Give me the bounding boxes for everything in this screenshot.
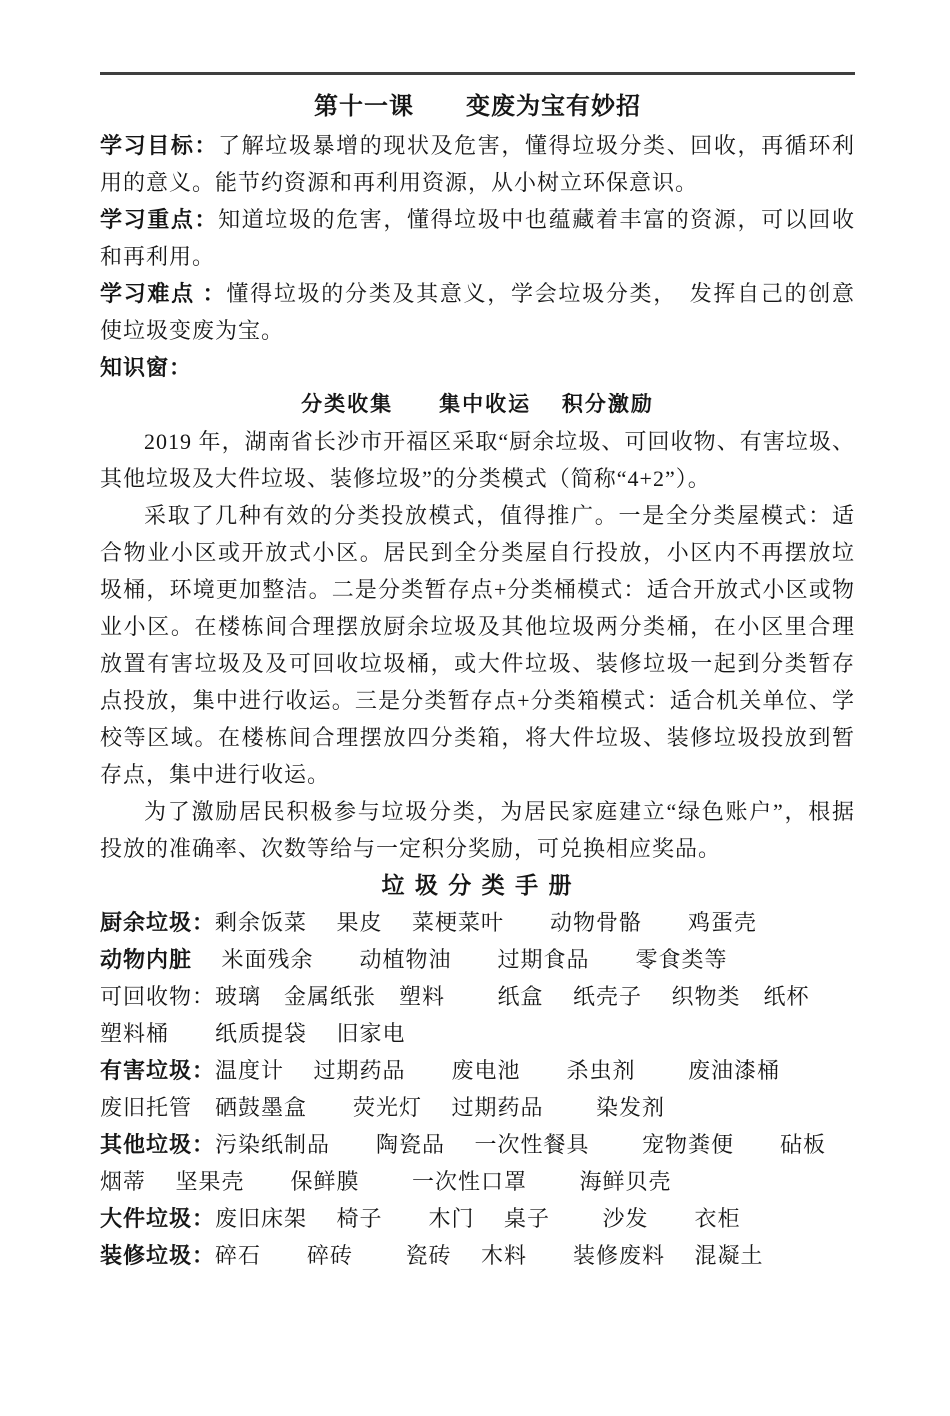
category-items: 废旧床架 椅子 木门 桌子 沙发 衣柜: [215, 1206, 741, 1231]
knowledge-paragraph-3: 为了激励居民积极参与垃圾分类，为居民家庭建立“绿色账户”，根据投放的准确率、次数等给与一定积分奖励，可兑换相应奖品。: [100, 799, 855, 861]
category-items: 废旧托管 硒鼓墨盒 荧光灯 过期药品 染发剂: [100, 1095, 666, 1120]
category-items: 污染纸制品 陶瓷品 一次性餐具 宠物粪便 砧板: [215, 1132, 827, 1157]
category-label: 厨余垃圾：: [100, 910, 216, 935]
manual-line-renovation-waste: [100, 1237, 855, 1274]
category-items: 塑料桶 纸质提袋 旧家电: [100, 1021, 406, 1046]
section-text: 懂得垃圾的分类及其意义，学会垃圾分类， 发挥自己的创意使垃圾变废为宝。: [100, 281, 855, 343]
lesson-number: 第十一课: [314, 93, 414, 120]
section-label: 知识窗：: [100, 355, 193, 380]
category-label: 有害垃圾：: [100, 1058, 216, 1083]
category-items: 米面残余 动植物油 过期食品 零食类等: [192, 947, 728, 972]
section-text: 了解垃圾暴增的现状及危害，懂得垃圾分类、回收，再循环利用的意义。能节约资源和再利用资源，从小树立环保意识。: [100, 133, 855, 195]
category-label: 其他垃圾：: [100, 1132, 216, 1157]
section-label: 学习重点：: [100, 207, 219, 232]
category-label: 大件垃圾：: [100, 1206, 216, 1231]
header-divider-line: [100, 72, 855, 75]
manual-line-bulky-waste: [100, 1200, 855, 1237]
manual-line-other-waste: [100, 1126, 855, 1163]
section-learning-focus: [100, 201, 855, 275]
lesson-title: 变废为宝有妙招: [466, 93, 641, 120]
section-label: 学习难点 ：: [100, 281, 227, 306]
document-page: [0, 72, 950, 1416]
section-text: 知道垃圾的危害，懂得垃圾中也蕴藏着丰富的资源，可以回收和再利用。: [100, 207, 855, 269]
category-label: 可回收物：: [100, 984, 216, 1009]
manual-line-kitchen-waste: [100, 904, 855, 941]
manual-line-other-continued: [100, 1163, 855, 1200]
category-items: 烟蒂 坚果壳 保鲜膜 一次性口罩 海鲜贝壳: [100, 1169, 672, 1194]
page-title: [100, 87, 855, 127]
category-items: 剩余饭菜 果皮 菜梗菜叶 动物骨骼 鸡蛋壳: [215, 910, 758, 935]
section-knowledge-window: [100, 349, 855, 386]
category-items: 温度计 过期药品 废电池 杀虫剂 废油漆桶: [215, 1058, 781, 1083]
manual-line-animal-organs: [100, 941, 855, 978]
category-items: 玻璃 金属纸张 塑料 纸盒 纸壳子 织物类 纸杯: [215, 984, 810, 1009]
section-learning-difficulty: [100, 275, 855, 349]
manual-line-hazardous-continued: [100, 1089, 855, 1126]
knowledge-paragraph-2: 采取了几种有效的分类投放模式，值得推广。一是全分类屋模式：适合物业小区或开放式小区。居民到全分类屋自行投放，小区内不再摆放垃圾桶，环境更加整洁。二是分类暂存点+分类桶模式：适合开放式小区或物业小区。在楼栋间合理摆放厨余垃圾及其他垃圾两分类桶，在小区里合理放置有害垃圾及及可回收垃圾桶，或大件垃圾、装修垃圾一起到分类暂存点投放，集中进行收运。三是分类暂存点+分类箱模式：适合机关单位、学校等区域。在楼栋间合理摆放四分类箱，将大件垃圾、装修垃圾投放到暂存点，集中进行收运。: [100, 503, 855, 787]
manual-heading: 垃 圾 分 类 手 册: [381, 872, 574, 898]
category-label: 装修垃圾：: [100, 1243, 216, 1268]
knowledge-paragraph-1: 2019 年，湖南省长沙市开福区采取“厨余垃圾、可回收物、有害垃圾、其他垃圾及大件垃圾、装修垃圾”的分类模式（简称“4+2”）。: [100, 429, 855, 491]
manual-line-hazardous-waste: [100, 1052, 855, 1089]
section-learning-goal: [100, 127, 855, 201]
manual-line-recyclables-continued: [100, 1015, 855, 1052]
knowledge-subtitle: 分类收集 集中收运 积分激励: [301, 393, 654, 416]
manual-line-recyclables: [100, 978, 855, 1015]
section-label: 学习目标：: [100, 133, 219, 158]
category-label: 动物内脏: [100, 947, 193, 972]
category-items: 碎石 碎砖 瓷砖 木料 装修废料 混凝土: [215, 1243, 764, 1268]
